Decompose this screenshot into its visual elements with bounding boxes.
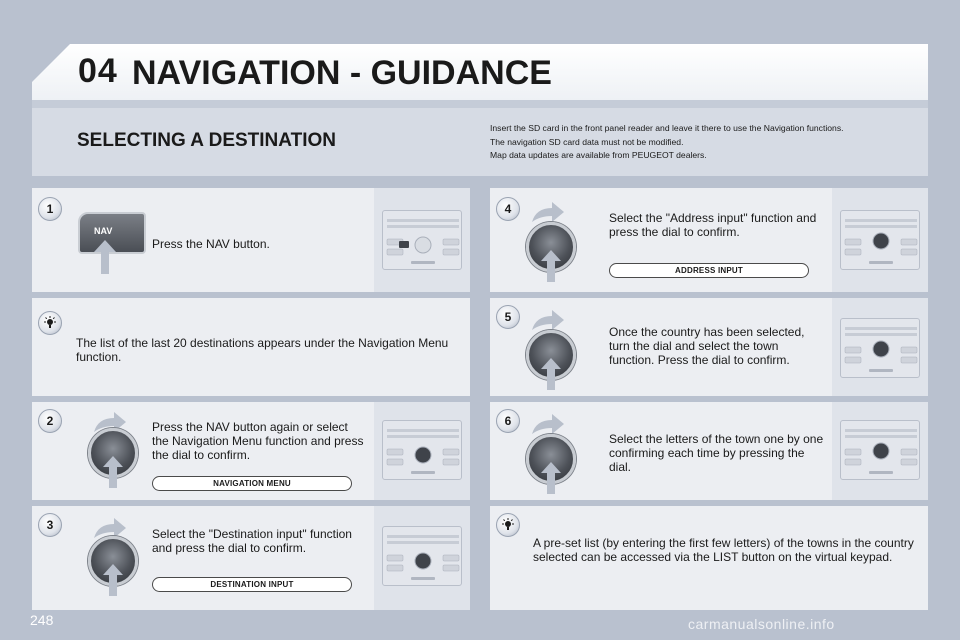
menu-pill-navigation-menu: NAVIGATION MENU bbox=[152, 476, 352, 491]
step-1-text: Press the NAV button. bbox=[152, 237, 270, 251]
header-stripe bbox=[32, 100, 928, 108]
step-6-badge: 6 bbox=[496, 409, 520, 433]
page-number: 248 bbox=[30, 612, 54, 628]
step-5-text: Once the country has been selected, turn the dial and select the town function. Press the dial to confirm. bbox=[609, 325, 805, 367]
tip-1-text: The list of the last 20 destinations appears under the Navigation Menu function. bbox=[76, 336, 449, 364]
step-4-badge: 4 bbox=[496, 197, 520, 221]
press-arrow-icon bbox=[541, 358, 561, 390]
radio-thumbnail bbox=[840, 318, 920, 378]
step-3-text: Select the "Destination input" function and press the dial to confirm. bbox=[152, 527, 352, 555]
radio-thumbnail bbox=[840, 420, 920, 480]
step-6-text: Select the letters of the town one by one confirming each time by pressing the dial. bbox=[609, 432, 824, 474]
nav-key-icon: NAV bbox=[78, 212, 146, 254]
turn-arrow-icon bbox=[530, 200, 564, 224]
intro-note: Map data updates are available from PEUGEOT dealers. bbox=[490, 150, 707, 160]
press-arrow-icon bbox=[94, 240, 116, 274]
turn-arrow-icon bbox=[530, 412, 564, 436]
intro-notes bbox=[490, 122, 920, 163]
step-4-text: Select the "Address input" function and press the dial to confirm. bbox=[609, 211, 817, 239]
radio-thumbnail bbox=[382, 210, 462, 270]
menu-pill-address-input: ADDRESS INPUT bbox=[609, 263, 809, 278]
intro-note: Insert the SD card in the front panel reader and leave it there to use the Navigation functions. bbox=[490, 123, 844, 133]
radio-thumbnail bbox=[382, 526, 462, 586]
page-title: NAVIGATION - GUIDANCE bbox=[132, 54, 552, 92]
chapter-number: 04 bbox=[78, 52, 118, 90]
radio-thumbnail bbox=[840, 210, 920, 270]
lightbulb-icon bbox=[496, 513, 520, 537]
press-arrow-icon bbox=[103, 456, 123, 488]
press-arrow-icon bbox=[541, 250, 561, 282]
step-1-badge: 1 bbox=[38, 197, 62, 221]
step-3-badge: 3 bbox=[38, 513, 62, 537]
press-arrow-icon bbox=[103, 564, 123, 596]
menu-pill-destination-input: DESTINATION INPUT bbox=[152, 577, 352, 592]
turn-arrow-icon bbox=[530, 308, 564, 332]
lightbulb-icon bbox=[38, 311, 62, 335]
section-title: SELECTING A DESTINATION bbox=[77, 130, 336, 151]
step-5-badge: 5 bbox=[496, 305, 520, 329]
radio-thumbnail bbox=[382, 420, 462, 480]
watermark: carmanualsonline.info bbox=[688, 616, 835, 632]
tip-2-text: A pre-set list (by entering the first few letters) of the towns in the country selected can be accessed via the LIST button on the virtual keypad. bbox=[533, 536, 914, 564]
step-2-badge: 2 bbox=[38, 409, 62, 433]
step-2-text: Press the NAV button again or select the Navigation Menu function and press the dial to confirm. bbox=[152, 420, 364, 462]
intro-note: The navigation SD card data must not be modified. bbox=[490, 136, 684, 147]
press-arrow-icon bbox=[541, 462, 561, 494]
